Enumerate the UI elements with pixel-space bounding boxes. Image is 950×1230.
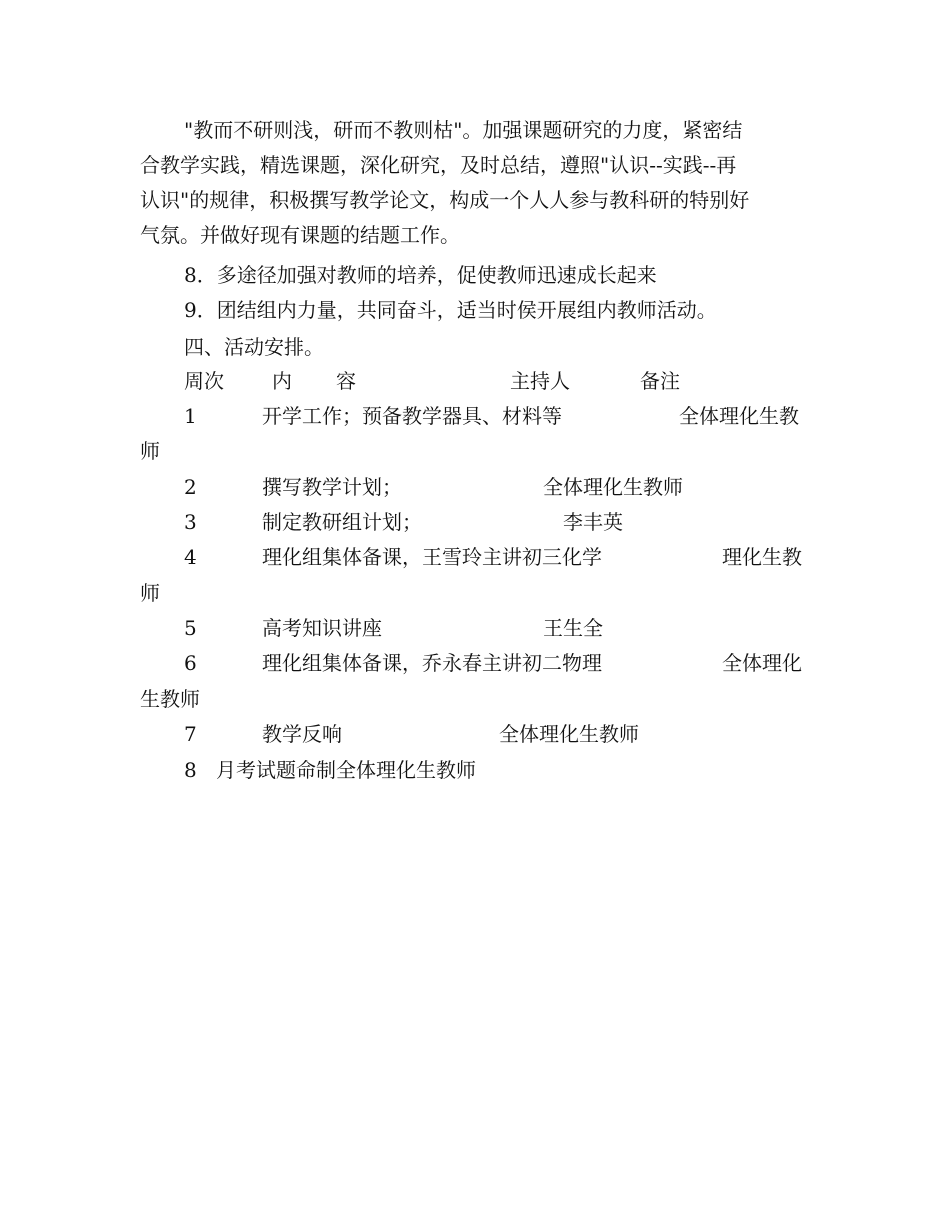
header-content-a: 内 [272,369,292,393]
paragraph-line-1: "教而不研则浅，研而不教则枯"。加强课题研究的力度，紧密结 [184,118,743,142]
row-week: 6 [184,651,197,675]
row-week: 1 [184,404,197,428]
paragraph-line-4: 气氛。并做好现有课题的结题工作。 [140,223,460,247]
header-content-b: 容 [336,369,356,393]
row-week: 4 [184,545,197,569]
row-week: 7 [184,722,197,746]
row-host: 全体理化生教师 [543,475,683,499]
section-heading: 四、活动安排。 [184,335,324,359]
row-week: 5 [184,616,197,640]
row-content: 教学反响 [262,722,342,746]
row-host: 李丰英 [563,510,623,534]
row-content: 开学工作；预备教学器具、材料等 [262,404,562,428]
row-content: 制定教研组计划； [262,510,422,534]
row-host-wrap: 师 [140,581,160,605]
row-content: 高考知识讲座 [262,616,382,640]
row-content: 理化组集体备课，乔永春主讲初二物理 [262,651,602,675]
row-week: 2 [184,475,197,499]
row-host-wrap: 师 [140,439,160,463]
row-content: 月考试题命制全体理化生教师 [216,758,476,782]
paragraph-line-3: 认识"的规律，积极撰写教学论文，构成一个人人参与教科研的特别好 [140,188,750,212]
row-week: 3 [184,510,197,534]
paragraph-line-2: 合教学实践，精选课题，深化研究，及时总结，遵照"认识--实践--再 [140,153,737,177]
header-week: 周次 [184,369,224,393]
row-host: 全体理化 [722,651,802,675]
list-item-8: 8．多途径加强对教师的培养，促使教师迅速成长起来 [184,263,657,287]
list-item-9: 9．团结组内力量，共同奋斗，适当时侯开展组内教师活动。 [184,298,717,322]
row-host: 理化生教 [722,545,802,569]
row-content: 撰写教学计划； [262,475,402,499]
header-note: 备注 [640,369,680,393]
row-host: 王生全 [543,616,603,640]
row-week: 8 [184,758,197,782]
row-content: 理化组集体备课，王雪玲主讲初三化学 [262,545,602,569]
row-host: 全体理化生教 [679,404,799,428]
row-host: 全体理化生教师 [499,722,639,746]
header-host: 主持人 [510,369,570,393]
row-host-wrap: 生教师 [140,687,200,711]
